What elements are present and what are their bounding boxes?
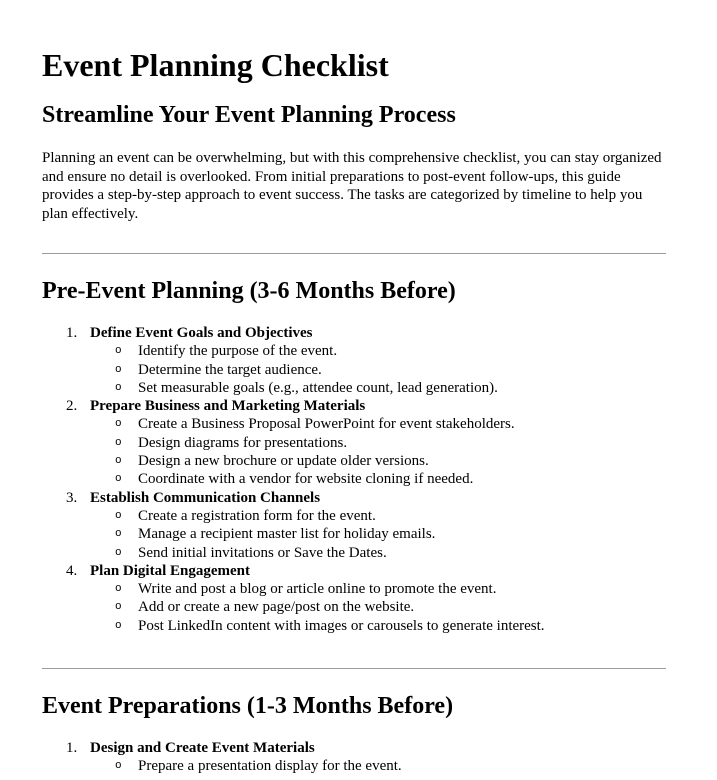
subtask-text: Design diagrams for presentations.: [138, 434, 348, 451]
subtask-text: Create a registration form for the event.: [138, 507, 376, 524]
page-subtitle: Streamline Your Event Planning Process: [42, 102, 456, 128]
bullet-icon: o: [115, 436, 122, 449]
subtask-list: [90, 580, 545, 635]
subtask-text: Prepare a presentation display for the event.: [138, 758, 402, 775]
task-list-pre-event: [42, 324, 545, 635]
bullet-icon: o: [115, 363, 122, 376]
subtask-list: [90, 757, 402, 775]
subtask-item: [115, 415, 545, 433]
task-title: Define Event Goals and Objectives: [90, 325, 313, 341]
subtask-list: [90, 342, 545, 397]
subtask-item: [115, 379, 545, 397]
subtask-text: Add or create a new page/post on the website.: [138, 599, 415, 616]
subtask-text: Set measurable goals (e.g., attendee count, lead generation).: [138, 379, 498, 396]
subtask-text: Coordinate with a vendor for website cloning if needed.: [138, 471, 474, 488]
subtask-item: [115, 452, 545, 470]
task-item: [66, 324, 545, 397]
task-title: Prepare Business and Marketing Materials: [90, 398, 366, 415]
divider-2: [42, 668, 666, 669]
bullet-icon: o: [115, 619, 122, 632]
task-number: 3.: [66, 489, 78, 506]
subtask-item: [115, 544, 545, 562]
intro-paragraph: Planning an event can be overwhelming, but with this comprehensive checklist, you can stay organized and ensure no detail is overlooked. From initial preparations to post-event follow-ups, this guide provides a step-by-step approach to event success. The tasks are categorized by timeline to help you plan effectively.: [42, 150, 662, 222]
section-title-pre-event: Pre-Event Planning (3-6 Months Before): [42, 278, 456, 304]
bullet-icon: o: [115, 601, 122, 614]
bullet-icon: o: [115, 418, 122, 431]
bullet-icon: o: [115, 381, 122, 394]
subtask-item: [115, 434, 545, 452]
subtask-list: [90, 507, 545, 562]
bullet-icon: o: [115, 583, 122, 596]
bullet-icon: o: [115, 760, 122, 773]
task-number: 4.: [66, 562, 78, 579]
task-title: Design and Create Event Materials: [90, 740, 315, 756]
subtask-item: [115, 470, 545, 488]
page-title: Event Planning Checklist: [42, 47, 389, 83]
bullet-icon: o: [115, 546, 122, 559]
task-title: Plan Digital Engagement: [90, 562, 250, 579]
subtask-text: Send initial invitations or Save the Dates.: [138, 544, 387, 561]
bullet-icon: o: [115, 345, 122, 358]
task-number: 2.: [66, 398, 78, 415]
subtask-text: Identify the purpose of the event.: [138, 343, 338, 360]
subtask-item: [115, 757, 402, 775]
divider-1: [42, 253, 666, 254]
task-item: [66, 489, 545, 562]
subtask-item: [115, 617, 545, 635]
subtask-item: [115, 580, 545, 598]
task-number: 1.: [66, 740, 78, 756]
subtask-item: [115, 525, 545, 543]
task-number: 1.: [66, 325, 78, 341]
subtask-item: [115, 342, 545, 360]
section-title-event-preparations: Event Preparations (1-3 Months Before): [42, 693, 454, 719]
subtask-text: Design a new brochure or update older versions.: [138, 453, 429, 470]
task-item: [66, 739, 402, 776]
subtask-list: [90, 415, 545, 488]
subtask-item: [115, 598, 545, 616]
subtask-text: Create a Business Proposal PowerPoint for event stakeholders.: [138, 416, 515, 433]
task-list-event-preparations: [42, 739, 402, 776]
subtask-text: Write and post a blog or article online to promote the event.: [138, 581, 497, 598]
subtask-text: Manage a recipient master list for holiday emails.: [138, 526, 436, 543]
subtask-item: [115, 361, 545, 379]
bullet-icon: o: [115, 509, 122, 522]
task-title: Establish Communication Channels: [90, 489, 321, 506]
subtask-text: Determine the target audience.: [138, 361, 322, 378]
task-item: [66, 562, 545, 635]
bullet-icon: o: [115, 473, 122, 486]
bullet-icon: o: [115, 455, 122, 468]
subtask-text: Post LinkedIn content with images or carousels to generate interest.: [138, 617, 545, 634]
bullet-icon: o: [115, 528, 122, 541]
task-item: [66, 397, 545, 488]
subtask-item: [115, 507, 545, 525]
